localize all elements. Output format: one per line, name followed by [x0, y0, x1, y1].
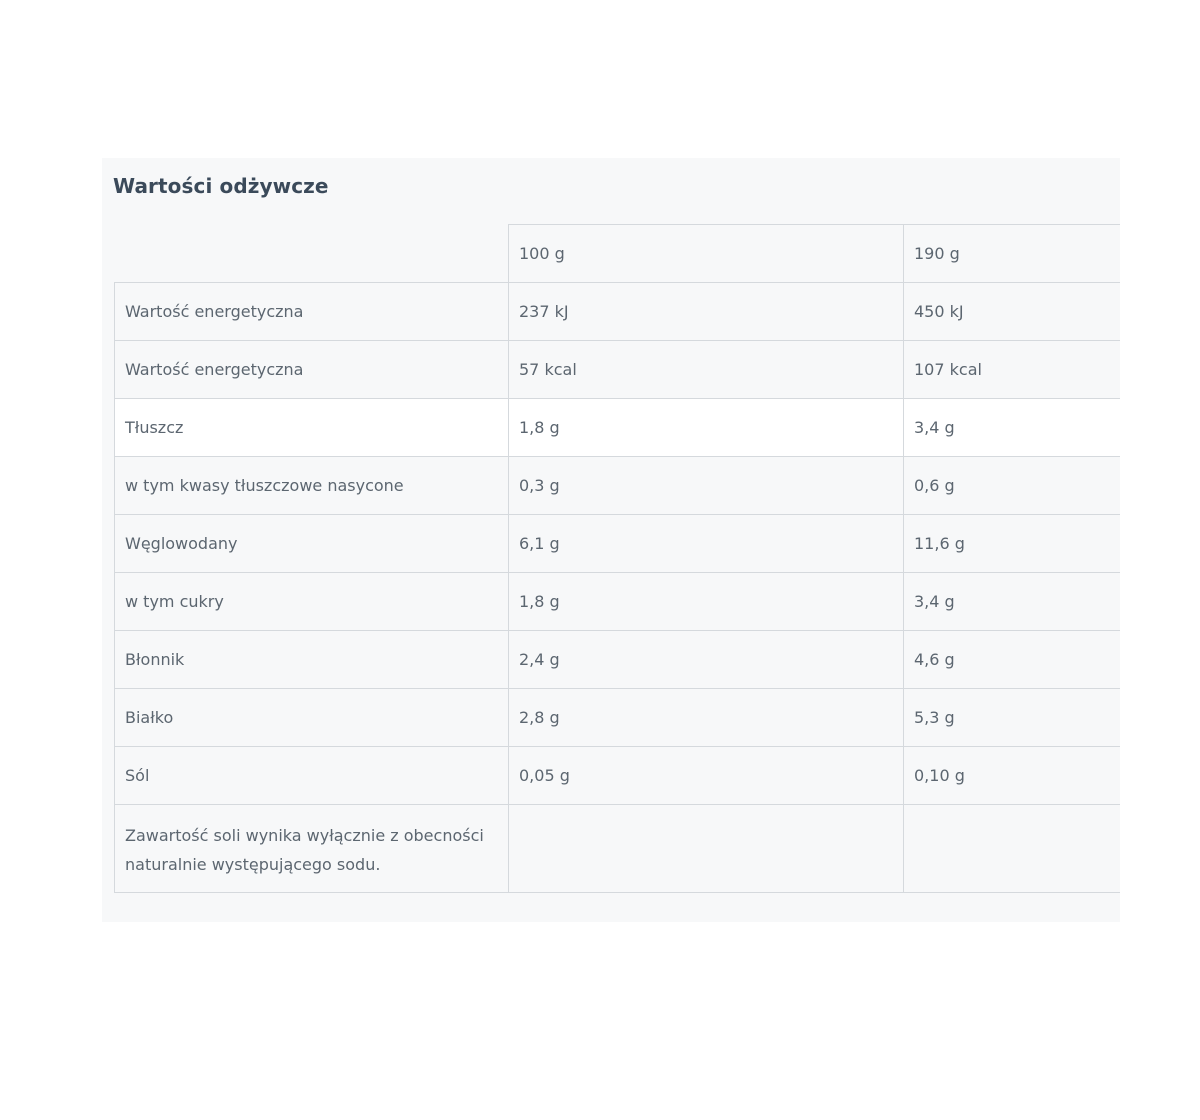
table-row [115, 747, 1121, 805]
row-value-100g: 2,4 g [509, 631, 904, 689]
nutrition-table [114, 224, 1120, 893]
table-row [115, 283, 1121, 341]
header-100g: 100 g [509, 225, 904, 283]
table-row [115, 457, 1121, 515]
table-row [115, 631, 1121, 689]
row-label: Sól [115, 747, 509, 805]
row-label: Węglowodany [115, 515, 509, 573]
row-value-100g: 2,8 g [509, 689, 904, 747]
row-value-190g: 4,6 g [904, 631, 1121, 689]
table-row [115, 689, 1121, 747]
row-value-100g: 237 kJ [509, 283, 904, 341]
row-value-190g: 0,10 g [904, 747, 1121, 805]
row-value-100g: 1,8 g [509, 573, 904, 631]
row-label: Błonnik [115, 631, 509, 689]
note-empty-cell [509, 805, 904, 893]
nutrition-title: Wartości odżywcze [113, 174, 329, 198]
table-header-row [115, 225, 1121, 283]
row-value-100g: 0,05 g [509, 747, 904, 805]
row-value-190g: 11,6 g [904, 515, 1121, 573]
row-label: w tym kwasy tłuszczowe nasycone [115, 457, 509, 515]
row-value-190g: 3,4 g [904, 573, 1121, 631]
row-value-190g: 107 kcal [904, 341, 1121, 399]
salt-note: Zawartość soli wynika wyłącznie z obecności naturalnie występującego sodu. [115, 805, 509, 893]
row-value-190g: 0,6 g [904, 457, 1121, 515]
table-row [115, 341, 1121, 399]
row-value-100g: 0,3 g [509, 457, 904, 515]
row-label: w tym cukry [115, 573, 509, 631]
row-label: Białko [115, 689, 509, 747]
header-190g: 190 g [904, 225, 1121, 283]
row-value-190g: 3,4 g [904, 399, 1121, 457]
nutrition-panel [102, 158, 1120, 922]
row-value-190g: 5,3 g [904, 689, 1121, 747]
row-value-100g: 6,1 g [509, 515, 904, 573]
row-value-190g: 450 kJ [904, 283, 1121, 341]
table-row [115, 399, 1121, 457]
row-label: Tłuszcz [115, 399, 509, 457]
note-empty-cell [904, 805, 1121, 893]
row-value-100g: 57 kcal [509, 341, 904, 399]
table-row [115, 515, 1121, 573]
table-note-row [115, 805, 1121, 893]
row-value-100g: 1,8 g [509, 399, 904, 457]
table-row [115, 573, 1121, 631]
row-label: Wartość energetyczna [115, 341, 509, 399]
row-label: Wartość energetyczna [115, 283, 509, 341]
header-empty-cell [115, 225, 509, 283]
